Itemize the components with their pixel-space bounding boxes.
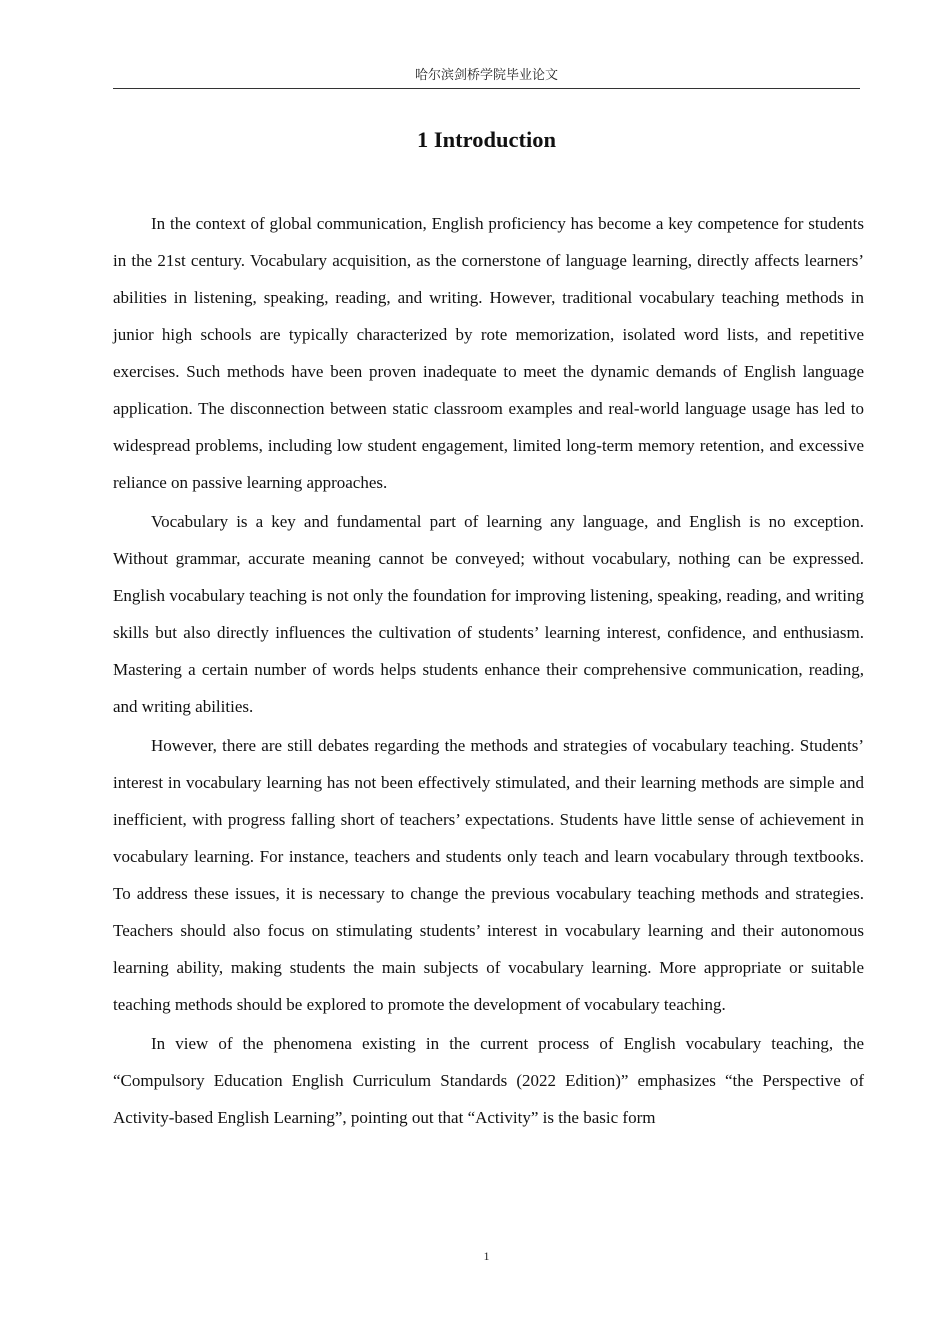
paragraph-3: However, there are still debates regarding the methods and strategies of vocabulary teaching. Students’ interest in vocabulary learning has not been effectively stimulated, and their learning methods are simple and inefficient, with progress falling short of teachers’ expectations. Students have little sense of achievement in vocabulary learning. For instance, teachers and students only teach and learn vocabulary through textbooks. To address these issues, it is necessary to change the previous vocabulary teaching methods and strategies. Teachers should also focus on stimulating students’ interest in vocabulary learning and their autonomous learning ability, making students the main subjects of vocabulary learning. More appropriate or suitable teaching methods should be explored to promote the development of vocabulary teaching. — [113, 736, 864, 1014]
chapter-title: 1 Introduction — [417, 127, 556, 152]
page-number: 1 — [483, 1249, 490, 1263]
paragraph-2: Vocabulary is a key and fundamental part of learning any language, and English is no exception. Without grammar, accurate meaning cannot be conveyed; without vocabulary, nothing can be expressed. English vocabulary teaching is not only the foundation for improving listening, speaking, reading, and writing skills but also directly influences the cultivation of students’ learning interest, confidence, and enthusiasm. Mastering a certain number of words helps students enhance their comprehensive communication, reading, and writing abilities. — [113, 512, 864, 716]
body-text — [113, 205, 864, 1138]
page-header: 哈尔滨剑桥学院毕业论文 — [113, 66, 860, 89]
paragraph-1: In the context of global communication, English proficiency has become a key competence for students in the 21st century. Vocabulary acquisition, as the cornerstone of language learning, directly affects learners’ abilities in listening, speaking, reading, and writing. However, traditional vocabulary teaching methods in junior high schools are typically characterized by rote memorization, isolated word lists, and repetitive exercises. Such methods have been proven inadequate to meet the dynamic demands of English language application. The disconnection between static classroom examples and real-world language usage has led to widespread problems, including low student engagement, limited long-term memory retention, and excessive reliance on passive learning approaches. — [113, 214, 864, 492]
paragraph-4: In view of the phenomena existing in the current process of English vocabulary teaching, the “Compulsory Education English Curriculum Standards (2022 Edition)” emphasizes “the Perspective of Activity-based English Learning”, pointing out that “Activity” is the basic form — [113, 1034, 864, 1127]
